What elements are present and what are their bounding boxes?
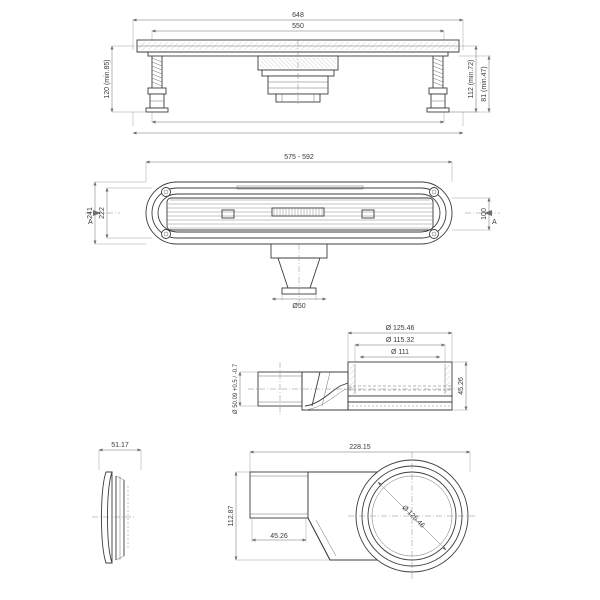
dim-outlet-height: 45.26 xyxy=(458,377,465,395)
dim-flange-mid-diameter: Ø 115.32 xyxy=(385,337,415,344)
dim-inlet-diameter: Ø 50.09 +0.5 / -0.7 xyxy=(233,363,239,415)
dim-right-height-inner: 81 (min.47) xyxy=(481,66,488,102)
dim-flange-outer-diameter: Ø 125.46 xyxy=(385,325,415,332)
dim-side-width: 51.17 xyxy=(111,442,129,449)
dim-outlet-diameter: Ø50 xyxy=(292,303,306,310)
dim-bore-diameter: Ø 111 xyxy=(390,349,410,356)
dim-right-height-outer: 112 (min.72) xyxy=(468,59,475,99)
dim-inner-width: 222 xyxy=(99,207,106,219)
dim-body-length: 550 xyxy=(292,23,304,30)
dim-adjustable-length: 575 - 592 xyxy=(284,154,314,161)
dim-circle-diameter: Ø 125.46 xyxy=(400,504,426,530)
dim-bottom-length: 228.15 xyxy=(349,444,371,451)
dim-overall-length: 648 xyxy=(292,12,304,19)
dim-bottom-offset: 45.26 xyxy=(270,533,288,540)
dim-overall-width: 241 xyxy=(87,207,94,219)
dim-left-height: 120 (min.85) xyxy=(104,59,111,99)
dim-grate-width: 100 xyxy=(481,208,488,220)
section-marker-right: A xyxy=(492,219,497,226)
section-marker-left: A xyxy=(88,219,93,226)
dim-bottom-height: 112.87 xyxy=(228,505,235,527)
